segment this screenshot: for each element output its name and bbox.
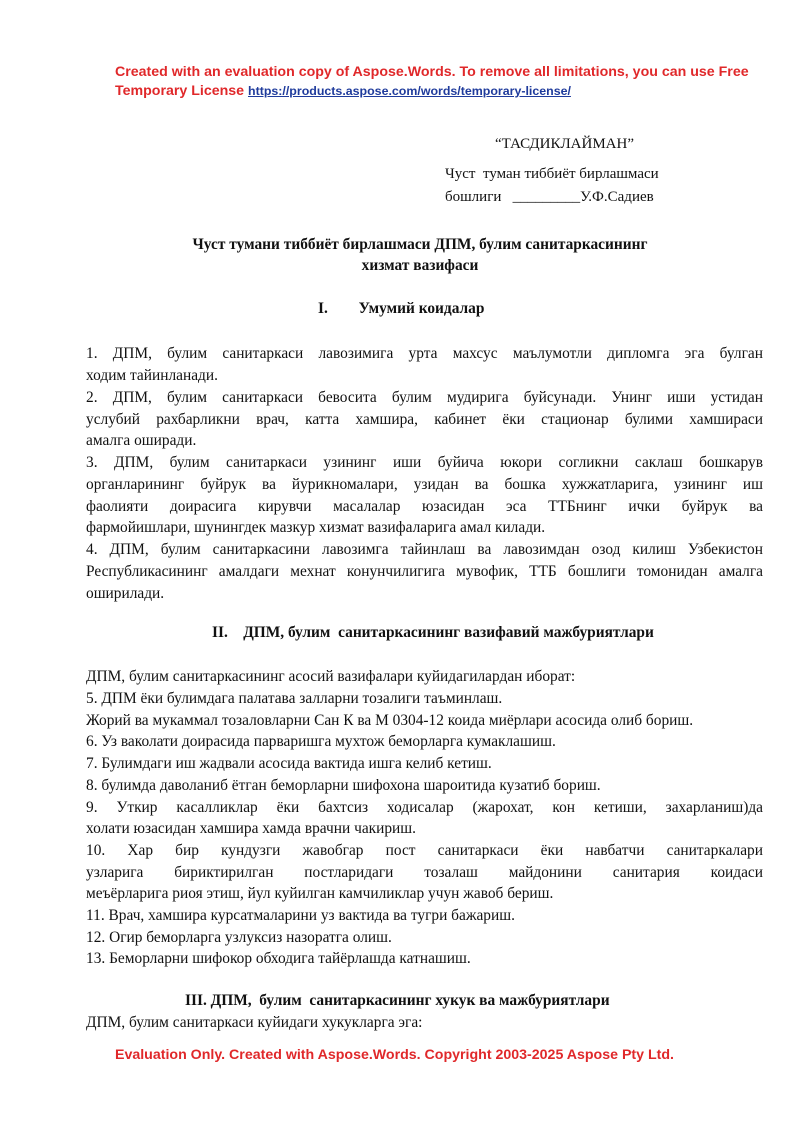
paragraph-line: ходим тайинланади. xyxy=(86,367,218,384)
evaluation-notice-top xyxy=(115,63,755,101)
paragraph-line: ДПМ, булим санитаркаси куйидаги хукукларга эга: xyxy=(86,1014,423,1031)
approval-organization: Чуст туман тиббиёт бирлашмаси xyxy=(445,166,659,182)
paragraph-line: амалга оширади. xyxy=(86,432,197,449)
section-2-heading: II. ДПМ, булим санитаркасининг вазифавий мажбуриятлари xyxy=(212,624,654,641)
paragraph-line: меъёрларига риоя этиш, йул куйилган камчиликлар учун жавоб бериш. xyxy=(86,885,554,902)
approval-title: “ТАСДИКЛАЙМАН” xyxy=(495,136,634,152)
paragraph-line: 4. ДПМ, булим санитаркасини лавозимга тайинлаш ва лавозимдан озод килиш Узбекистон xyxy=(86,541,763,558)
evaluation-notice-bottom: Evaluation Only. Created with Aspose.Words. Copyright 2003-2025 Aspose Pty Ltd. xyxy=(115,1047,674,1063)
paragraph-line: 10. Хар бир кундузги жавобгар пост санитаркаси ёки навбатчи санитаркалари xyxy=(86,842,763,859)
paragraph-line: 5. ДПМ ёки булимдага палатава залларни тозалиги таъминлаш. xyxy=(86,690,503,707)
document-title-line-2: хизмат вазифаси xyxy=(361,257,479,274)
paragraph-line: услубий рахбарликни врач, катта хамшира, кабинет ёки стационар булими хамшираси xyxy=(86,411,763,428)
temporary-license-link[interactable]: https://products.aspose.com/words/temporary-license/ xyxy=(248,84,571,98)
paragraph-line: узларига бириктирилган постларидаги тозалаш майдонини санитария коидаси xyxy=(86,864,763,881)
paragraph-line: 12. Огир беморларга узлуксиз назоратга олиш. xyxy=(86,929,392,946)
paragraph-line: Жорий ва мукаммал тозаловларни Сан К ва М 0304-12 коида миёрлари асосида олиб бориш. xyxy=(86,712,694,729)
paragraph-line: 3. ДПМ, булим санитаркаси узининг иши буйича юкори согликни саклаш бошкарув xyxy=(86,454,763,471)
paragraph-line: 13. Беморларни шифокор обходига тайёрлашда катнашиш. xyxy=(86,950,471,967)
document-title-line-1: Чуст тумани тиббиёт бирлашмаси ДПМ, булим санитаркасининг xyxy=(192,236,648,253)
paragraph-line: ДПМ, булим санитаркасининг асосий вазифалари куйидагилардан иборат: xyxy=(86,668,576,685)
section-3-heading: III. ДПМ, булим санитаркасининг хукук ва мажбуриятлари xyxy=(185,992,610,1009)
paragraph-line: органларининг буйрук ва йурикномалари, узидан ва бошка хужжатларига, узининг иш xyxy=(86,476,763,493)
paragraph-line: оширилади. xyxy=(86,585,165,602)
approval-signature-line: бошлиги _________У.Ф.Садиев xyxy=(445,189,654,205)
paragraph-line: 11. Врач, хамшира курсатмаларини уз вактида ва тугри бажариш. xyxy=(86,907,515,924)
paragraph-line: фармойишлари, шунингдек мазкур хизмат вазифаларига амал килади. xyxy=(86,519,546,536)
paragraph-line: 8. булимда даволаниб ётган беморларни шифохона шароитида кузатиб бориш. xyxy=(86,777,601,794)
evaluation-notice-text: Created with an evaluation copy of Aspose.Words. To remove all limitations, you can use Free Temporary License xyxy=(115,64,749,99)
paragraph-line: 7. Булимдаги иш жадвали асосида вактида ишга келиб кетиш. xyxy=(86,755,492,772)
paragraph-line: 6. Уз ваколати доирасида парваришга мухтож беморларга кумаклашиш. xyxy=(86,733,556,750)
paragraph-line: Республикасининг амалдаги мехнат конунчилигига мувофик, ТТБ бошлиги томонидан амалга xyxy=(86,563,763,580)
section-1-heading: I. Умумий коидалар xyxy=(318,300,485,317)
paragraph-line: 1. ДПМ, булим санитаркаси лавозимига урта махсус маълумотли дипломга эга булган xyxy=(86,345,763,362)
paragraph-line: 9. Уткир касалликлар ёки бахтсиз ходисалар (жарохат, кон кетиши, захарланиш)да xyxy=(86,799,763,816)
paragraph-line: фаолияти доирасига кирувчи масалалар юзасидан эса ТТБнинг ички буйрук ва xyxy=(86,498,763,515)
paragraph-line: холати юзасидан хамшира хамда врачни чакириш. xyxy=(86,820,416,837)
paragraph-line: 2. ДПМ, булим санитаркаси бевосита булим мудирига буйсунади. Унинг иши устидан xyxy=(86,389,763,406)
